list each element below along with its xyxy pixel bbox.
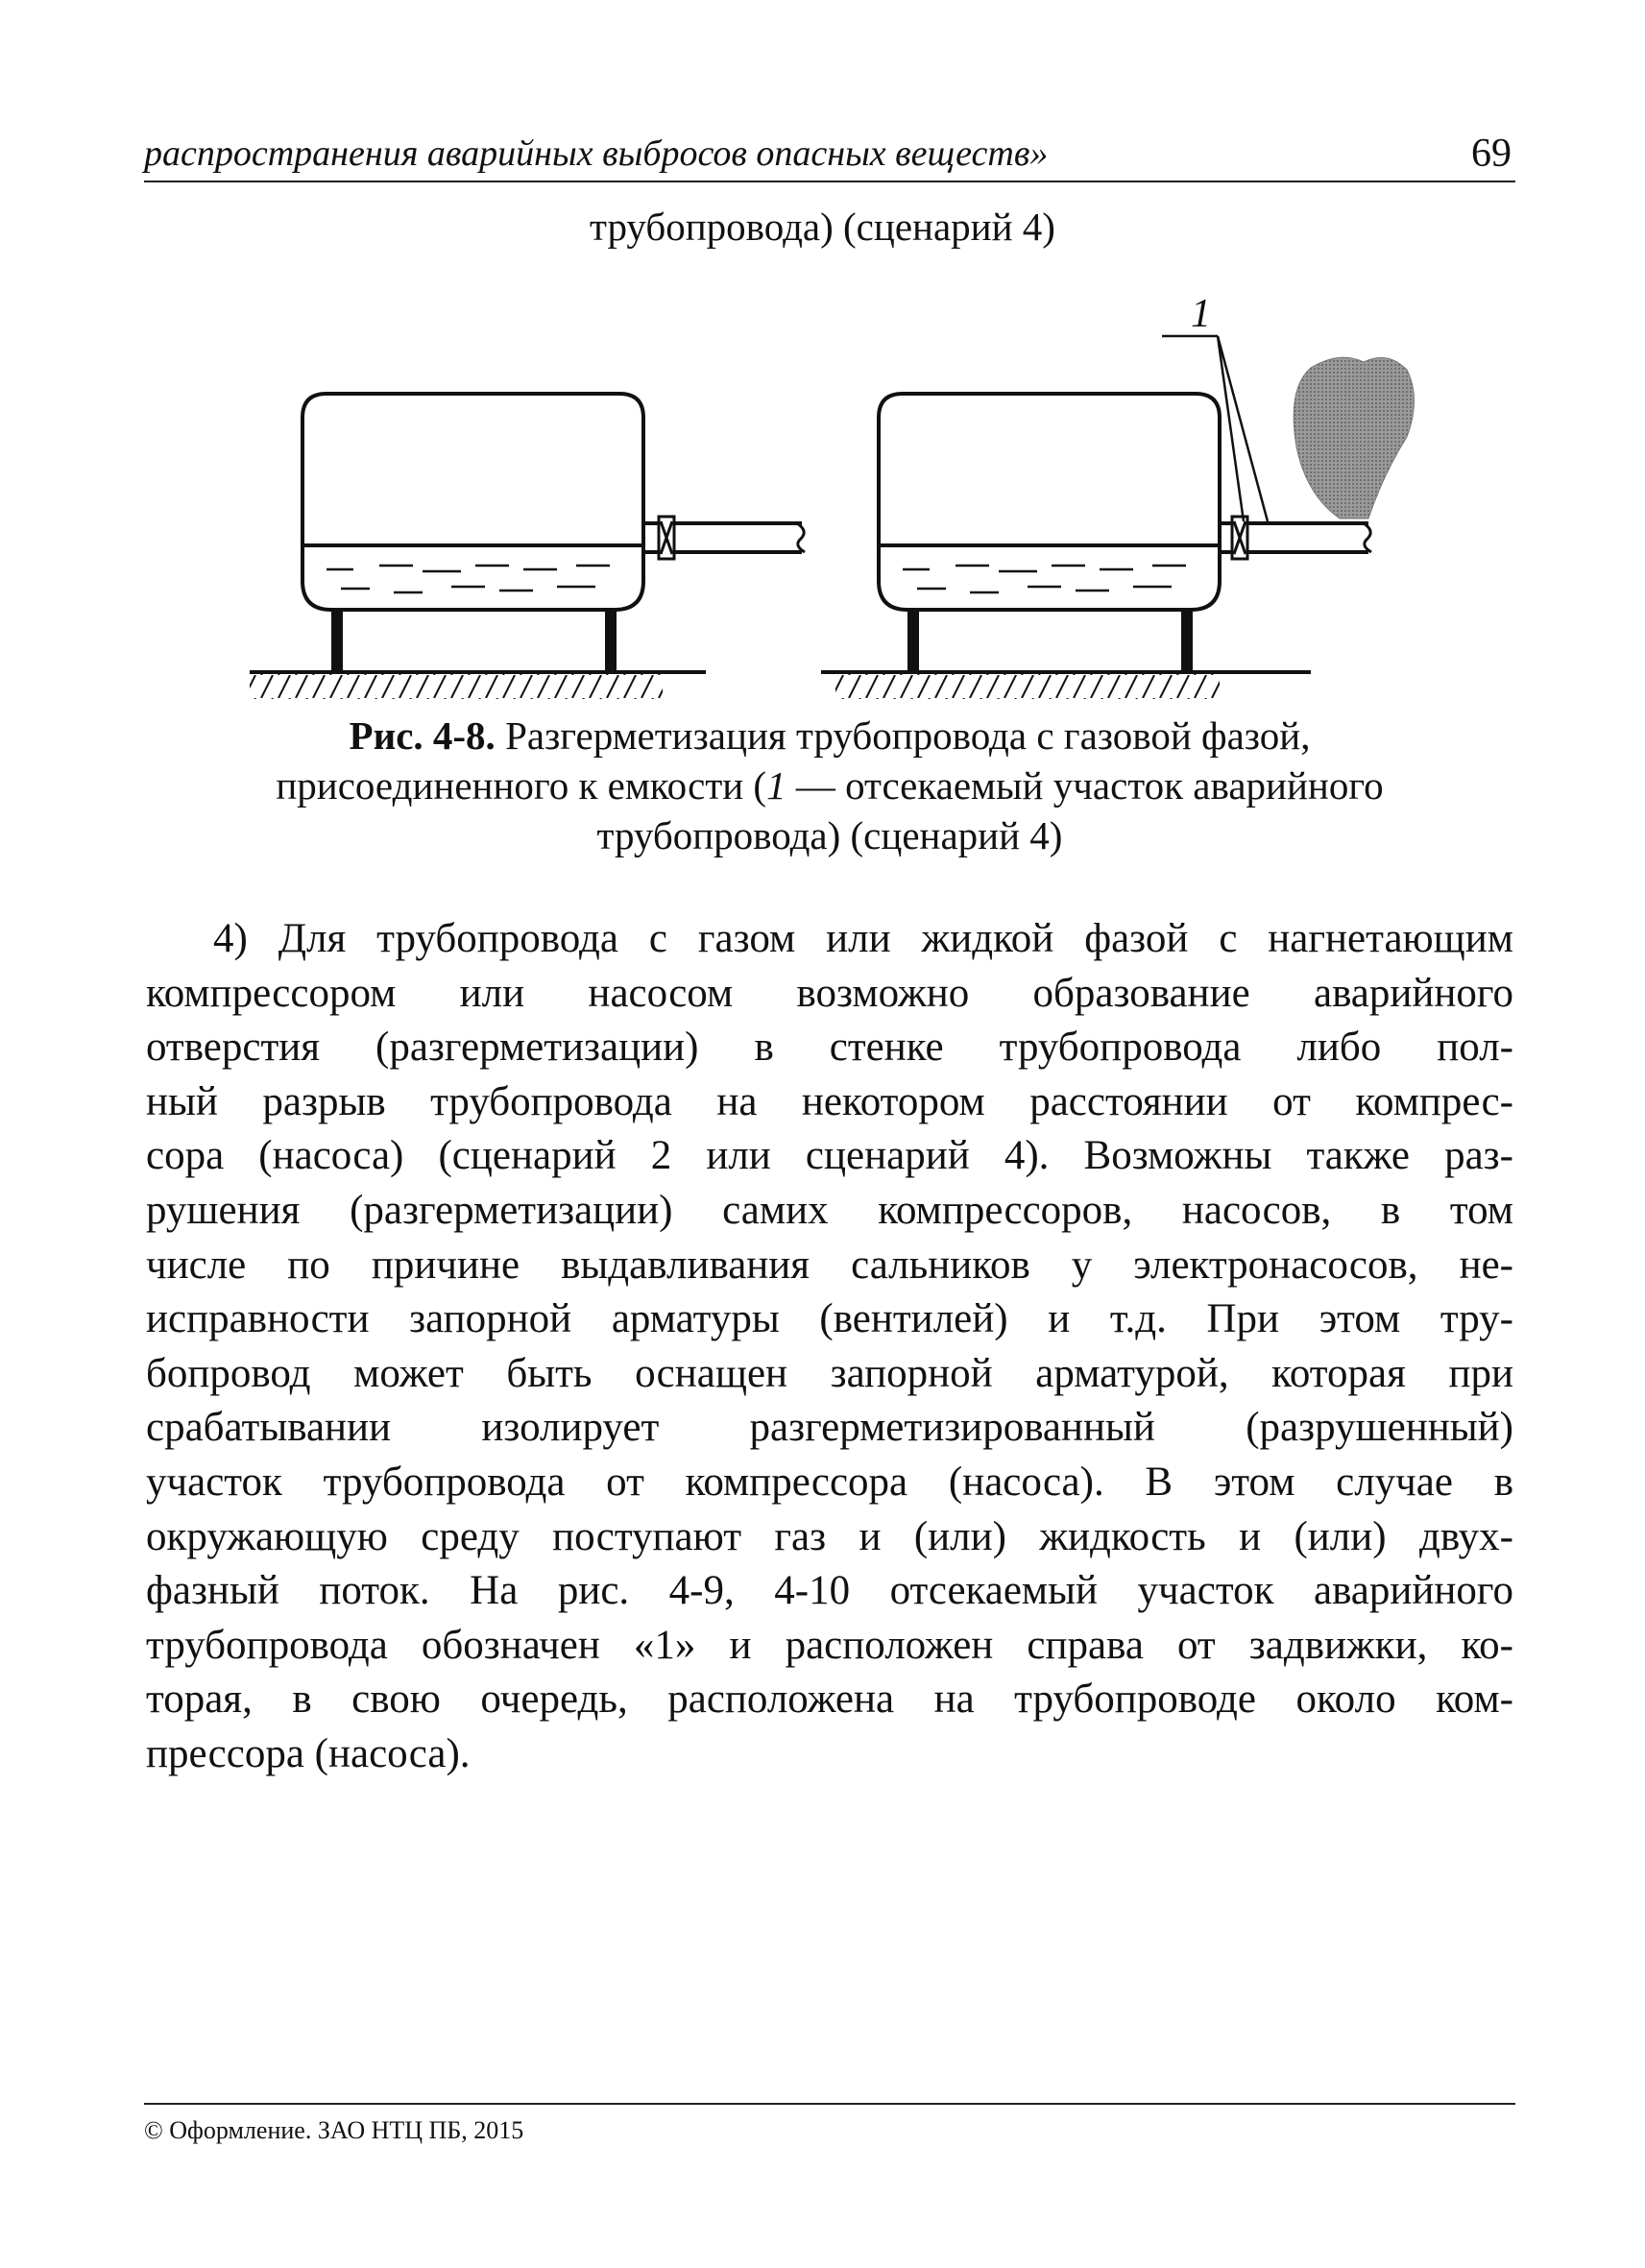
- paragraph-line: трубопровода обозначен «1» и расположен справа от задвижки, ко-: [146, 1622, 1513, 1668]
- paragraph-line: срабатывании изолирует разгерметизированный (разрушенный): [146, 1405, 1513, 1451]
- paragraph-line: исправности запорной арматуры (вентилей) и т.д. При этом тру-: [146, 1296, 1513, 1342]
- caption-fragment-top: трубопровода) (сценарий 4): [590, 205, 1055, 249]
- caption-label: Рис. 4-8.: [349, 713, 496, 758]
- paragraph-line: компрессором или насосом возможно образование аварийного: [146, 970, 1513, 1016]
- page-number: 69: [1471, 132, 1512, 176]
- paragraph-line: фазный поток. На рис. 4-9, 4-10 отсекаемый участок аварийного: [146, 1568, 1513, 1614]
- paragraph-line: торая, в свою очередь, расположена на трубопроводе около ком-: [146, 1677, 1513, 1723]
- tank-left: [250, 394, 805, 699]
- footer-divider: [144, 2103, 1515, 2105]
- paragraph-line: окружающую среду поступают газ и (или) жидкость и (или) двух-: [146, 1513, 1513, 1559]
- paragraph-line: рушения (разгерметизации) самих компрессоров, насосов, в том: [146, 1187, 1513, 1233]
- figure-caption: [144, 711, 1515, 860]
- caption-ref: 1: [766, 763, 786, 808]
- paragraph-line: 4) Для трубопровода с газом или жидкой фазой с нагнетающим: [213, 916, 1513, 961]
- caption-line1: Разгерметизация трубопровода с газовой фазой,: [495, 713, 1311, 758]
- page-header: [144, 123, 1515, 182]
- paragraph-line: отверстия (разгерметизации) в стенке трубопровода либо пол-: [146, 1025, 1513, 1071]
- body-paragraph: [146, 912, 1513, 1782]
- caption-line2b: — отсекаемый участок аварийного: [786, 763, 1384, 808]
- paragraph-line: бопровод может быть оснащен запорной арматурой, которая при: [146, 1350, 1513, 1396]
- caption-line3: трубопровода) (сценарий 4): [596, 813, 1063, 857]
- callout-label: 1: [1191, 292, 1211, 336]
- paragraph-line: участок трубопровода от компрессора (насоса). В этом случае в: [146, 1459, 1513, 1505]
- paragraph-line: сора (насоса) (сценарий 2 или сценарий 4). Возможны также раз-: [146, 1133, 1513, 1179]
- paragraph-line: числе по причине выдавливания сальников у электронасосов, не-: [146, 1242, 1513, 1288]
- tank-right: [821, 357, 1415, 699]
- valve-right-icon: [1232, 517, 1247, 559]
- paragraph-line: прессора (насоса).: [146, 1730, 471, 1776]
- paragraph-line: ный разрыв трубопровода на некотором расстоянии от компрес-: [146, 1078, 1513, 1124]
- callout-leader: [1162, 336, 1268, 521]
- gas-leak-cloud: [1294, 357, 1414, 519]
- figure-tank-diagram: [0, 283, 1645, 706]
- valve-left-icon: [659, 517, 674, 559]
- running-head: распространения аварийных выбросов опасных веществ»: [144, 133, 1049, 174]
- footer-copyright: © Оформление. ЗАО НТЦ ПБ, 2015: [144, 2116, 524, 2144]
- caption-line2a: присоединенного к емкости (: [276, 763, 767, 808]
